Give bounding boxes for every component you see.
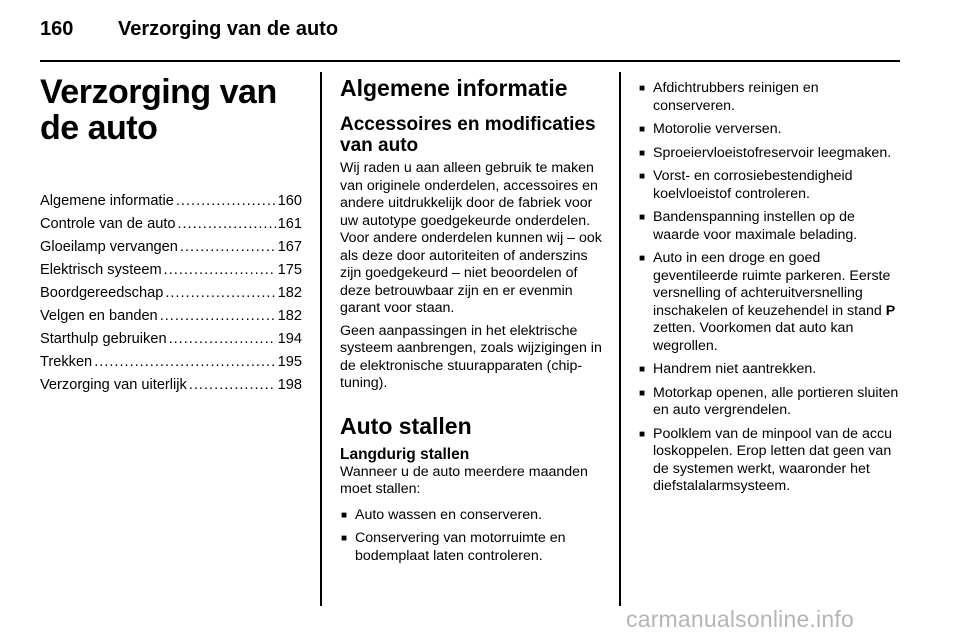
list-item-text-part: zetten. Voorkomen dat auto kan wegrollen. — [653, 320, 854, 354]
list-item — [340, 507, 605, 525]
section-title-general-info: Algemene informatie — [340, 75, 568, 101]
list-item — [638, 250, 900, 355]
paragraph-electrical: Geen aanpassingen in het elektrische systeem aanbrengen, zoals wijzigingen in de elektronische stuurapparaten (chip-tuning). — [340, 322, 602, 391]
bullet-square-icon: ■ — [639, 364, 646, 375]
page-header — [40, 18, 900, 48]
bullet-square-icon: ■ — [639, 428, 646, 440]
toc-leader — [180, 236, 276, 259]
table-of-contents — [40, 190, 302, 397]
toc-label: Algemene informatie — [40, 193, 174, 209]
toc-entry[interactable] — [40, 305, 302, 328]
list-item-text — [653, 250, 900, 355]
list-item-text: Afdichtrubbers reinigen en conserveren. — [653, 80, 819, 114]
toc-entry[interactable] — [40, 236, 302, 259]
list-item-text: Poolklem van de minpool van de accu loskoppelen. Erop letten dat geen van de systemen werkt, waaronder het diefstalalarmsysteem. — [653, 425, 892, 494]
toc-entry[interactable] — [40, 282, 302, 305]
toc-entry[interactable] — [40, 213, 302, 236]
paragraph-storage-intro: Wanneer u de auto meerdere maanden moet stallen: — [340, 463, 588, 497]
list-item-text-part: Auto in een droge en goed geventileerde ruimte parkeren. Eerste versnelling of achteruitversnelling inschakelen of keuzehendel in stand — [653, 250, 891, 319]
toc-entry[interactable] — [40, 190, 302, 213]
column-divider-left — [320, 72, 322, 606]
subsection-title-long-term: Langdurig stallen — [340, 445, 470, 463]
toc-page: 182 — [277, 285, 302, 301]
toc-leader — [94, 351, 275, 374]
toc-entry[interactable] — [40, 328, 302, 351]
toc-page: 195 — [277, 354, 302, 370]
toc-entry[interactable] — [40, 374, 302, 397]
list-item — [638, 209, 900, 244]
bullet-square-icon: ■ — [639, 253, 646, 264]
list-item-text: Handrem niet aantrekken. — [653, 361, 817, 377]
paragraph-accessories: Wij raden u aan alleen gebruik te maken van originele onderdelen, accessoires en andere uitdrukkelijk door de fabriek voor uw autotype goedgekeurde onderdelen. Voor andere onderdelen kunnen wij – ook als deze door autoriteiten of anderszins zijn goedgekeurd – niet beoordelen of deze betrouwbaar zijn en er evenmin garant voor staan. — [340, 160, 602, 316]
toc-page: 167 — [277, 239, 302, 255]
list-item — [638, 121, 900, 139]
bullet-square-icon: ■ — [639, 212, 646, 223]
right-column — [638, 80, 900, 502]
toc-page: 194 — [277, 331, 302, 347]
chapter-title: Verzorging van de auto — [40, 73, 277, 147]
gear-position-p: P — [885, 302, 896, 319]
list-item-text: Motorolie verversen. — [653, 121, 782, 137]
spacer — [340, 398, 605, 412]
bullet-square-icon: ■ — [639, 124, 646, 135]
list-item-text: Vorst- en corrosiebestendigheid koelvloeistof controleren. — [653, 168, 853, 202]
list-item-text: Auto wassen en conserveren. — [355, 506, 542, 523]
toc-page: 161 — [277, 216, 302, 232]
bullet-square-icon: ■ — [341, 509, 348, 521]
section-title-storage: Auto stallen — [340, 412, 472, 439]
bullet-square-icon: ■ — [639, 171, 646, 182]
toc-label: Starthulp gebruiken — [40, 331, 167, 347]
toc-leader — [164, 259, 276, 282]
header-rule — [40, 60, 900, 62]
toc-leader — [189, 374, 276, 397]
toc-label: Gloeilamp vervangen — [40, 239, 178, 255]
subsection-title-accessories: Accessoires en modificaties van auto — [340, 114, 596, 156]
toc-entry[interactable] — [40, 351, 302, 374]
toc-label: Trekken — [40, 354, 93, 370]
running-title: Verzorging van de auto — [118, 18, 339, 40]
bullet-square-icon: ■ — [639, 147, 646, 159]
bullet-square-icon: ■ — [341, 533, 348, 544]
middle-column — [340, 74, 605, 571]
list-item — [638, 80, 900, 115]
list-item — [638, 385, 900, 420]
page-number: 160 — [40, 18, 74, 40]
list-item — [638, 145, 900, 163]
list-item — [340, 530, 605, 565]
toc-label: Elektrisch systeem — [40, 262, 162, 278]
toc-entry[interactable] — [40, 259, 302, 282]
toc-leader — [169, 328, 276, 351]
bullet-square-icon: ■ — [639, 83, 646, 94]
toc-label: Controle van de auto — [40, 216, 176, 232]
toc-page: 175 — [277, 262, 302, 278]
list-item — [638, 168, 900, 203]
list-item — [638, 426, 900, 496]
list-item-text: Conservering van motorruimte en bodemplaat laten controleren. — [355, 530, 566, 564]
column-divider-right — [619, 72, 621, 606]
toc-leader — [176, 190, 276, 213]
list-item-text: Sproeiervloeistofreservoir leegmaken. — [653, 144, 892, 161]
list-item-text: Bandenspanning instellen op de waarde voor maximale belading. — [653, 209, 858, 243]
toc-label: Verzorging van uiterlijk — [40, 377, 187, 393]
list-item-text: Motorkap openen, alle portieren sluiten en auto vergrendelen. — [653, 384, 899, 418]
toc-leader — [165, 282, 275, 305]
toc-label: Velgen en banden — [40, 308, 158, 324]
toc-page: 182 — [277, 308, 302, 324]
bullet-square-icon: ■ — [639, 387, 646, 399]
toc-page: 160 — [277, 193, 302, 209]
list-item — [638, 361, 900, 379]
toc-column — [40, 74, 302, 397]
toc-page: 198 — [277, 377, 302, 393]
toc-leader — [160, 305, 276, 328]
watermark: carmanualsonline.info — [626, 606, 854, 632]
toc-leader — [178, 213, 276, 236]
toc-label: Boordgereedschap — [40, 285, 164, 301]
